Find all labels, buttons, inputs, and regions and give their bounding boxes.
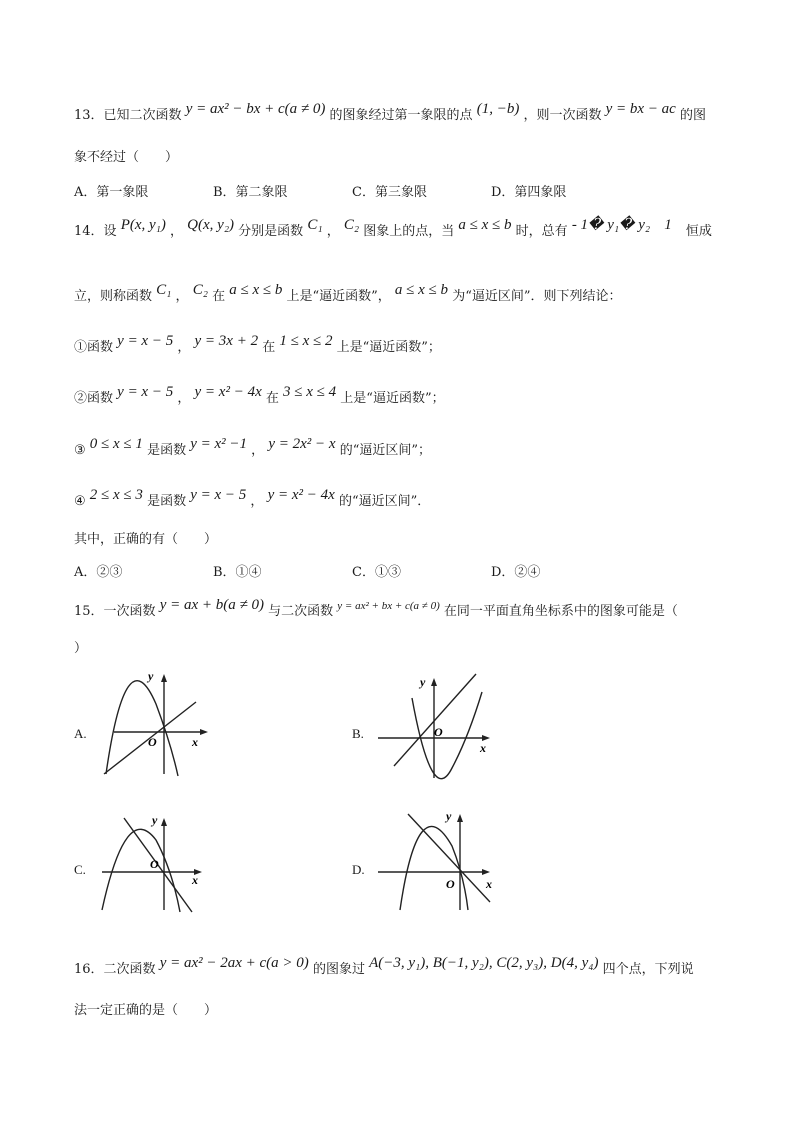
q14-range: 2 ≤ x ≤ 3 [89,487,143,503]
q15-label-d[interactable]: D. [352,862,365,877]
q14-sep: ， [177,340,191,355]
y-arrow [161,818,167,826]
q14-range: 3 ≤ x ≤ 4 [283,384,337,400]
q14-text: 是函数 [147,443,187,458]
x-label: x [192,873,198,887]
q14-range: 1 ≤ x ≤ 2 [279,333,333,349]
q14-text: 分别是函数 [238,224,304,239]
q14-text: 上是“逼近函数”； [340,391,445,406]
q14-range: a ≤ x ≤ b [458,217,512,233]
q13-text: 的图象经过第一象限的点 [329,108,473,123]
q13-linear: y = bx − ac [605,101,676,117]
q14-c1: C₁ [156,282,172,298]
q14-formula: y = x² −1 [190,436,248,452]
q14-text: 恒成 [685,224,712,239]
q16-line2: 法一定正确的是（ ） [74,1003,218,1018]
q15-text: 在同一平面直角坐标系中的图象可能是（ [443,604,678,619]
q14-statement-3 [74,436,431,462]
q14-statement-2 [74,384,445,410]
q16-text: 四个点，下列说 [602,962,694,977]
origin-label: O [434,725,443,739]
q14-text: 立，则称函数 [74,289,153,304]
q14-text: 时，总有 [515,224,568,239]
parabola [412,692,482,779]
q14-text: 的“逼近区间”． [338,494,431,509]
q13-text: 13．已知二次函数 [74,108,182,123]
q14-formula: y = x − 5 [117,333,174,349]
q15-text: 15．一次函数 [74,604,156,619]
q13-quadratic: y = ax² − bx + c(a ≠ 0) [185,101,326,117]
parabola [106,681,178,776]
q15-graph-c[interactable] [96,810,216,914]
q14-c2: C₂ [192,282,208,298]
line [394,674,476,766]
q14-text: 的“逼近区间”； [339,443,431,458]
q13-option-c[interactable]: C．第三象限 [352,185,427,200]
q14-text: 在 [212,289,226,304]
q14-text: 为“逼近区间”．则下列结论： [452,289,622,304]
q14-text: 在 [265,391,279,406]
q13-option-d[interactable]: D．第四象限 [491,185,567,200]
q15-line1 [74,597,678,623]
q14-text: 14．设 [74,224,117,239]
q15-label-c[interactable]: C. [74,862,86,877]
q14-sep: ， [251,443,265,458]
q14-text: 图象上的点，当 [363,224,455,239]
q14-point-q: Q(x, y₂) [187,217,235,233]
q16-line1 [74,955,694,981]
origin-label: O [446,877,455,891]
q14-statement-1 [74,333,441,359]
q15-line2: ） [74,641,88,656]
q14-point-p: P(x, y₁) [120,217,166,233]
y-label: y [420,675,426,689]
q14-option-c[interactable]: C．①③ [352,565,401,580]
q14-prompt: 其中，正确的有（ ） [74,532,218,547]
q13-option-a[interactable]: A．第一象限 [74,185,149,200]
q15-linear: y = ax + b(a ≠ 0) [159,597,264,613]
q14-text: ①函数 [74,340,114,355]
q16-text: 的图象过 [312,962,365,977]
q14-option-a[interactable]: A．②③ [74,565,123,580]
x-label: x [480,741,486,755]
q14-text: 上是“逼近函数”； [336,340,441,355]
q13-line2: 象不经过（ ） [74,150,179,165]
q14-text: 上是“逼近函数”， [286,289,391,304]
y-label: y [152,813,158,827]
q14-inequality: - 1� y₁� y₂ [571,217,651,233]
q14-text: ④ [74,494,86,509]
origin-label: O [148,735,157,749]
y-arrow [431,678,437,686]
y-label: y [148,669,154,683]
q14-formula: y = 2x² − x [268,436,336,452]
q14-sep: ， [250,494,264,509]
q15-text: 与二次函数 [268,604,334,619]
q14-line1 [74,217,712,243]
q14-c2: C₂ [343,217,360,233]
q14-text: 在 [262,340,276,355]
q14-statement-4 [74,487,431,513]
q14-option-d[interactable]: D．②④ [491,565,541,580]
q14-c1: C₁ [307,217,323,233]
q15-graph-a[interactable] [96,664,216,780]
q16-points: A(−3, y₁), B(−1, y₂), C(2, y₃), D(4, y₄) [369,955,599,971]
x-label: x [192,735,198,749]
q15-quadratic: y = ax² + bx + c(a ≠ 0) [337,600,440,612]
q14-sep: ， [326,224,340,239]
q13-point: (1, −b) [476,101,520,117]
q14-text: ③ [74,443,86,458]
q14-formula: y = x − 5 [117,384,174,400]
q14-line2 [74,282,622,308]
q14-option-b[interactable]: B．①④ [213,565,262,580]
q14-formula: y = 3x + 2 [194,333,259,349]
q14-formula: y = x² − 4x [267,487,335,503]
q14-range: a ≤ x ≤ b [229,282,283,298]
x-arrow [482,869,490,875]
y-arrow [457,814,463,822]
q13-option-b[interactable]: B．第二象限 [213,185,288,200]
y-arrow [161,674,167,682]
q13-text: 的图 [679,108,706,123]
q15-graph-d[interactable] [372,806,498,914]
q14-range: a ≤ x ≤ b [394,282,449,298]
q16-quadratic: y = ax² − 2ax + c(a > 0) [159,955,309,971]
q14-sep: ， [170,224,184,239]
q14-sep: ， [177,391,191,406]
q13-text: ，则一次函数 [523,108,602,123]
x-label: x [486,877,492,891]
q14-range: 0 ≤ x ≤ 1 [89,436,143,452]
q14-sep: ， [175,289,189,304]
q14-one: 1 [664,217,672,233]
q14-text: ②函数 [74,391,114,406]
y-label: y [446,809,452,823]
q15-graph-b[interactable] [372,668,498,780]
q15-label-a[interactable]: A. [74,726,87,741]
origin-label: O [150,857,159,871]
q15-label-b[interactable]: B. [352,726,364,741]
q14-text: 是函数 [147,494,187,509]
q16-text: 16．二次函数 [74,962,156,977]
x-arrow [200,729,208,735]
q14-formula: y = x − 5 [190,487,247,503]
q13-line1 [74,101,706,127]
q14-formula: y = x² − 4x [194,384,262,400]
